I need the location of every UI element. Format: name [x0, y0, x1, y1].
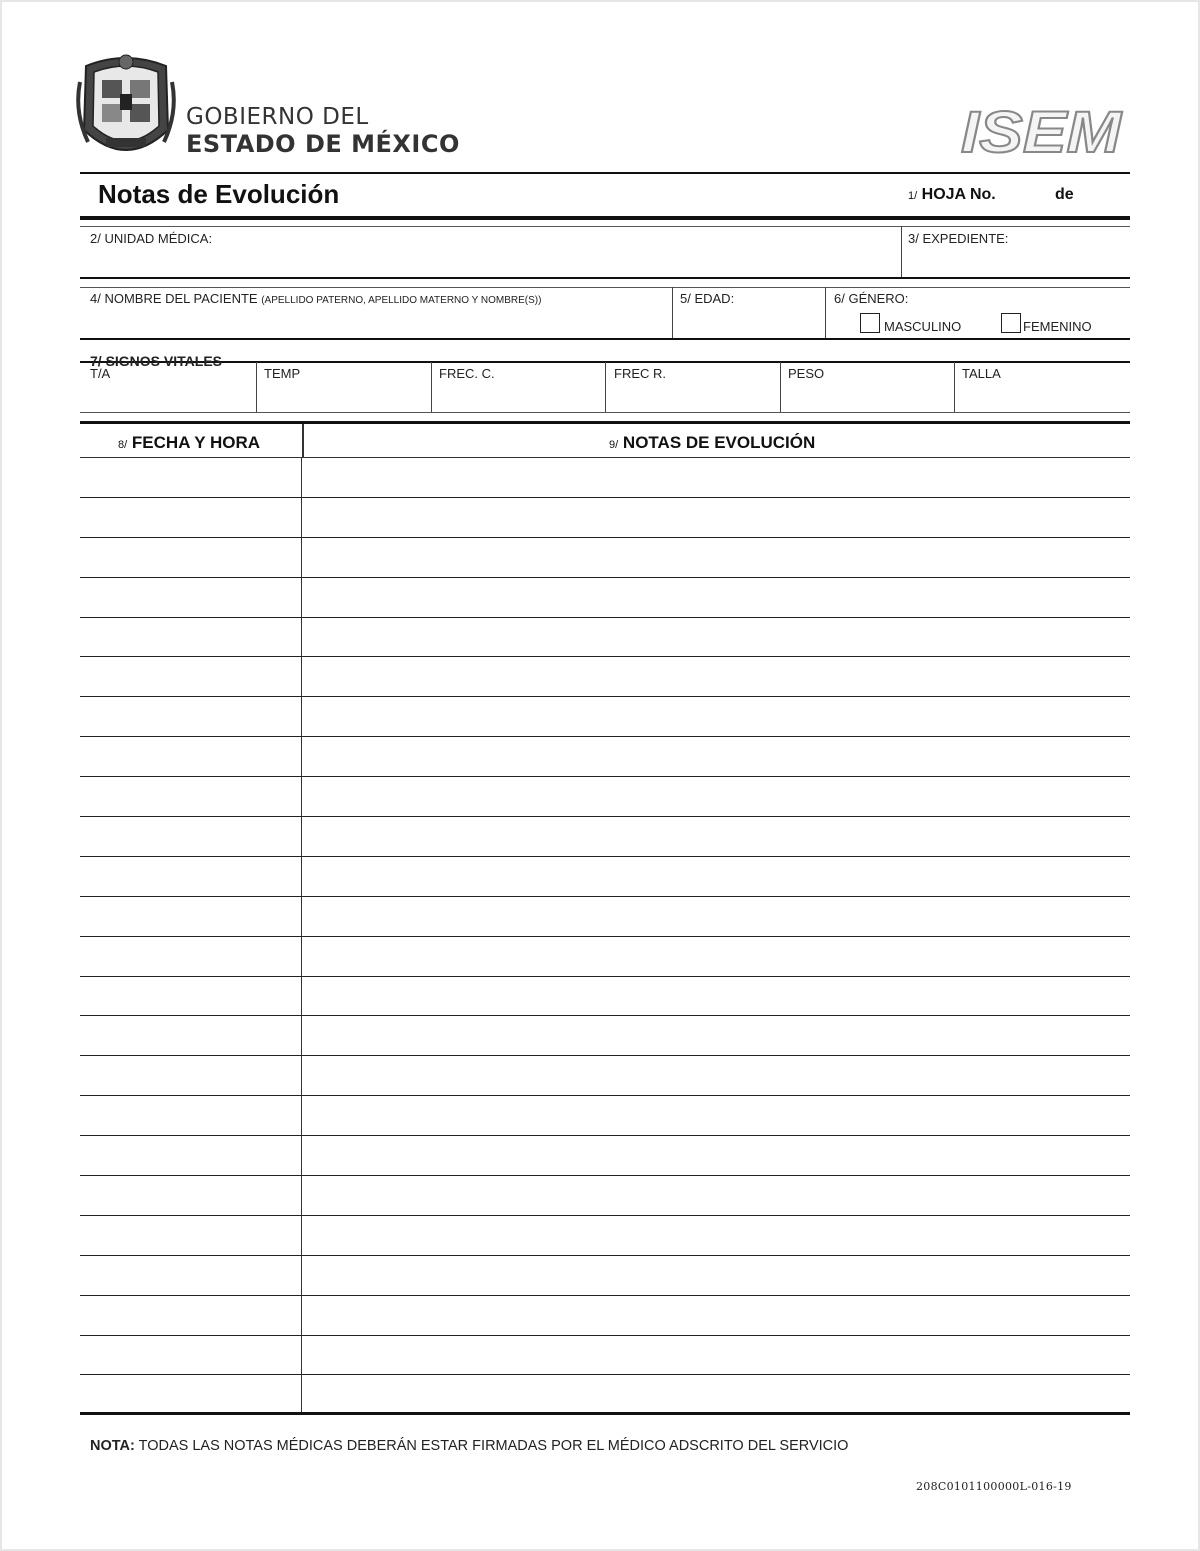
expediente-label: 3/ EXPEDIENTE: — [908, 231, 1009, 246]
notes-table — [80, 458, 1130, 1415]
table-row — [80, 1096, 1130, 1136]
table-row — [80, 1216, 1130, 1256]
government-line-1: GOBIERNO DEL — [186, 104, 369, 130]
vital-talla-label: TALLA — [962, 366, 1001, 381]
header-column-divider — [302, 424, 304, 458]
vitals-divider-1 — [256, 362, 257, 412]
fecha-hora-cell[interactable] — [80, 1016, 302, 1055]
nota-evolucion-cell[interactable] — [303, 1016, 1130, 1055]
fecha-hora-cell[interactable] — [80, 777, 302, 816]
vital-temp-label: TEMP — [264, 366, 301, 381]
state-coat-of-arms-icon — [76, 52, 176, 162]
fields-row1-bottom-line — [80, 277, 1130, 279]
fecha-hora-cell[interactable] — [80, 618, 302, 657]
fecha-hora-cell[interactable] — [80, 1056, 302, 1095]
table-row — [80, 578, 1130, 618]
fecha-hora-cell[interactable] — [80, 1256, 302, 1295]
fecha-hora-header: 8/ FECHA Y HORA — [118, 433, 261, 452]
nota-evolucion-cell[interactable] — [303, 1296, 1130, 1335]
table-row — [80, 817, 1130, 857]
nota-evolucion-cell[interactable] — [303, 538, 1130, 577]
table-row — [80, 697, 1130, 737]
vitals-bottom-line — [80, 412, 1130, 413]
table-row — [80, 1256, 1130, 1296]
isem-logo — [955, 100, 1125, 160]
fecha-hora-cell[interactable] — [80, 857, 302, 896]
fields-row2-divider-2 — [825, 287, 826, 339]
table-row — [80, 1296, 1130, 1336]
nota-evolucion-cell[interactable] — [303, 1336, 1130, 1375]
nota-evolucion-cell[interactable] — [303, 458, 1130, 497]
fecha-hora-cell[interactable] — [80, 697, 302, 736]
nota-evolucion-cell[interactable] — [303, 937, 1130, 976]
fecha-hora-cell[interactable] — [80, 937, 302, 976]
fecha-hora-cell[interactable] — [80, 578, 302, 617]
form-title: Notas de Evolución — [98, 179, 340, 209]
government-line-2: ESTADO DE MÉXICO — [186, 130, 460, 158]
fecha-hora-cell[interactable] — [80, 498, 302, 537]
vitals-divider-5 — [954, 362, 955, 412]
signos-vitales-label: 7/ SIGNOS VITALES — [90, 353, 222, 369]
nota-evolucion-cell[interactable] — [303, 1176, 1130, 1215]
nota-evolucion-cell[interactable] — [303, 737, 1130, 776]
fields-row2-divider-1 — [672, 287, 673, 339]
fecha-hora-cell[interactable] — [80, 1096, 302, 1135]
nota-evolucion-cell[interactable] — [303, 1136, 1130, 1175]
vitals-divider-3 — [605, 362, 606, 412]
table-row — [80, 1336, 1130, 1376]
genero-label: 6/ GÉNERO: — [834, 291, 909, 306]
unidad-medica-label: 2/ UNIDAD MÉDICA: — [90, 231, 213, 246]
sheet-number-label: 1/ HOJA No. — [908, 186, 996, 203]
nota-evolucion-cell[interactable] — [303, 657, 1130, 696]
footer-note: NOTA: TODAS LAS NOTAS MÉDICAS DEBERÁN ESTAR FIRMADAS POR EL MÉDICO ADSCRITO DEL SERVICIO — [90, 1438, 849, 1454]
nombre-paciente-label: 4/ NOMBRE DEL PACIENTE (APELLIDO PATERNO, APELLIDO MATERNO Y NOMBRE(S)) — [90, 291, 542, 306]
table-row — [80, 1056, 1130, 1096]
vital-ta-label: T/A — [90, 366, 111, 381]
nota-evolucion-cell[interactable] — [303, 1056, 1130, 1095]
table-row — [80, 1375, 1130, 1415]
table-row — [80, 937, 1130, 977]
fecha-hora-cell[interactable] — [80, 1375, 302, 1412]
table-row — [80, 777, 1130, 817]
fecha-hora-cell[interactable] — [80, 1216, 302, 1255]
table-row — [80, 657, 1130, 697]
fecha-hora-cell[interactable] — [80, 1296, 302, 1335]
fecha-hora-cell[interactable] — [80, 1136, 302, 1175]
femenino-checkbox[interactable] — [1001, 313, 1021, 333]
fecha-hora-cell[interactable] — [80, 657, 302, 696]
nota-evolucion-cell[interactable] — [303, 777, 1130, 816]
femenino-label: FEMENINO — [1023, 319, 1092, 334]
fecha-hora-cell[interactable] — [80, 897, 302, 936]
table-row — [80, 857, 1130, 897]
fecha-hora-cell[interactable] — [80, 1176, 302, 1215]
masculino-label: MASCULINO — [884, 319, 962, 334]
vital-frec-r-label: FREC R. — [614, 366, 666, 381]
table-row — [80, 538, 1130, 578]
vital-peso-label: PESO — [788, 366, 825, 381]
vitals-divider-4 — [780, 362, 781, 412]
nota-evolucion-cell[interactable] — [303, 977, 1130, 1016]
form-code: 208C0101100000L-016-19 — [916, 1480, 1072, 1493]
table-row — [80, 897, 1130, 937]
masculino-checkbox[interactable] — [860, 313, 880, 333]
nota-evolucion-cell[interactable] — [303, 1216, 1130, 1255]
nota-evolucion-cell[interactable] — [303, 578, 1130, 617]
table-row — [80, 1176, 1130, 1216]
nota-evolucion-cell[interactable] — [303, 1096, 1130, 1135]
table-row — [80, 737, 1130, 777]
nota-evolucion-cell[interactable] — [303, 697, 1130, 736]
table-row — [80, 977, 1130, 1017]
table-row — [80, 618, 1130, 658]
nota-evolucion-cell[interactable] — [303, 897, 1130, 936]
fields-row1-divider — [901, 226, 902, 278]
fecha-hora-cell[interactable] — [80, 1336, 302, 1375]
table-row — [80, 1136, 1130, 1176]
vital-frec-c-label: FREC. C. — [439, 366, 495, 381]
title-top-rule — [80, 172, 1130, 174]
fields-row1-top-line — [80, 226, 1130, 227]
government-name — [186, 104, 460, 158]
vitals-divider-2 — [431, 362, 432, 412]
nota-evolucion-cell[interactable] — [303, 1256, 1130, 1295]
nota-evolucion-cell[interactable] — [303, 498, 1130, 537]
fecha-hora-cell[interactable] — [80, 538, 302, 577]
table-row — [80, 498, 1130, 538]
fields-row2-top-line — [80, 287, 1130, 288]
edad-label: 5/ EDAD: — [680, 291, 735, 306]
nota-evolucion-cell[interactable] — [303, 618, 1130, 657]
table-row — [80, 458, 1130, 498]
fecha-hora-cell[interactable] — [80, 977, 302, 1016]
fecha-hora-cell[interactable] — [80, 817, 302, 856]
title-bottom-rule — [80, 216, 1130, 220]
nota-evolucion-cell[interactable] — [303, 1375, 1130, 1412]
fields-row2-bottom-line — [80, 338, 1130, 340]
nota-evolucion-cell[interactable] — [303, 857, 1130, 896]
isem-logo-text: ISEM — [961, 100, 1123, 160]
sheet-of-label: de — [1055, 186, 1074, 203]
fecha-hora-cell[interactable] — [80, 458, 302, 497]
nota-evolucion-cell[interactable] — [303, 817, 1130, 856]
fecha-hora-cell[interactable] — [80, 737, 302, 776]
notas-evolucion-header: 9/ NOTAS DE EVOLUCIÓN — [609, 433, 816, 452]
notes-table-top-rule — [80, 421, 1130, 424]
table-row — [80, 1016, 1130, 1056]
